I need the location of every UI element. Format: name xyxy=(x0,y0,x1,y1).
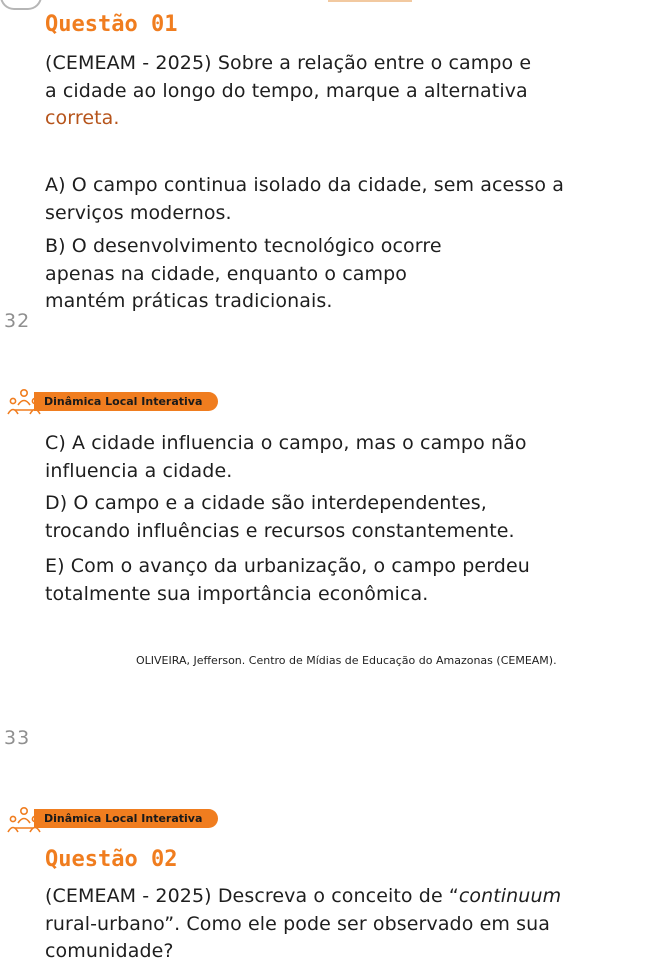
stem-text: (CEMEAM - 2025) Descreva o conceito de “ xyxy=(45,885,459,907)
stem-line: comunidade? xyxy=(45,940,174,962)
option-d xyxy=(45,490,645,545)
page-number: 33 xyxy=(4,727,31,749)
top-rule xyxy=(328,0,412,2)
option-e-line: E) Com o avanço da urbanização, o campo perdeu xyxy=(45,555,530,577)
option-a-line: A) O campo continua isolado da cidade, sem acesso a xyxy=(45,174,564,196)
option-b xyxy=(45,233,645,316)
stem-italic-term: continuum xyxy=(458,885,562,907)
stem-line: a cidade ao longo do tempo, marque a alternativa xyxy=(45,79,528,102)
question-2-title: Questão 02 xyxy=(45,847,178,872)
option-d-line: trocando influências e recursos constantemente. xyxy=(45,519,515,542)
question-1-stem xyxy=(45,50,645,133)
section-badge: Dinâmica Local Interativa xyxy=(34,392,218,411)
option-c-line: C) A cidade influencia o campo, mas o campo não xyxy=(45,432,527,454)
section-badge: Dinâmica Local Interativa xyxy=(34,809,218,828)
option-c xyxy=(45,430,645,485)
option-c-line: influencia a cidade. xyxy=(45,459,233,482)
question-2-stem xyxy=(45,883,650,966)
option-b-line: B) O desenvolvimento tecnológico ocorre xyxy=(45,235,442,257)
top-decoration xyxy=(0,0,42,10)
option-b-line: apenas na cidade, enquanto o campo xyxy=(45,262,407,285)
option-a xyxy=(45,172,650,227)
source-citation: OLIVEIRA, Jefferson. Centro de Mídias de Educação do Amazonas (CEMEAM). xyxy=(136,654,557,667)
page-number: 32 xyxy=(4,310,31,332)
option-a-line: serviços modernos. xyxy=(45,201,232,224)
option-b-line: mantém práticas tradicionais. xyxy=(45,290,333,312)
question-1-title: Questão 01 xyxy=(45,12,178,37)
stem-line: (CEMEAM - 2025) Sobre a relação entre o campo e xyxy=(45,52,532,74)
option-e xyxy=(45,553,645,608)
stem-line: rural-urbano”. Como ele pode ser observado em sua xyxy=(45,912,551,935)
option-e-line: totalmente sua importância econômica. xyxy=(45,582,429,605)
option-d-line: D) O campo e a cidade são interdependentes, xyxy=(45,492,487,514)
stem-line xyxy=(45,883,650,911)
stem-line-accent: correta. xyxy=(45,107,120,129)
